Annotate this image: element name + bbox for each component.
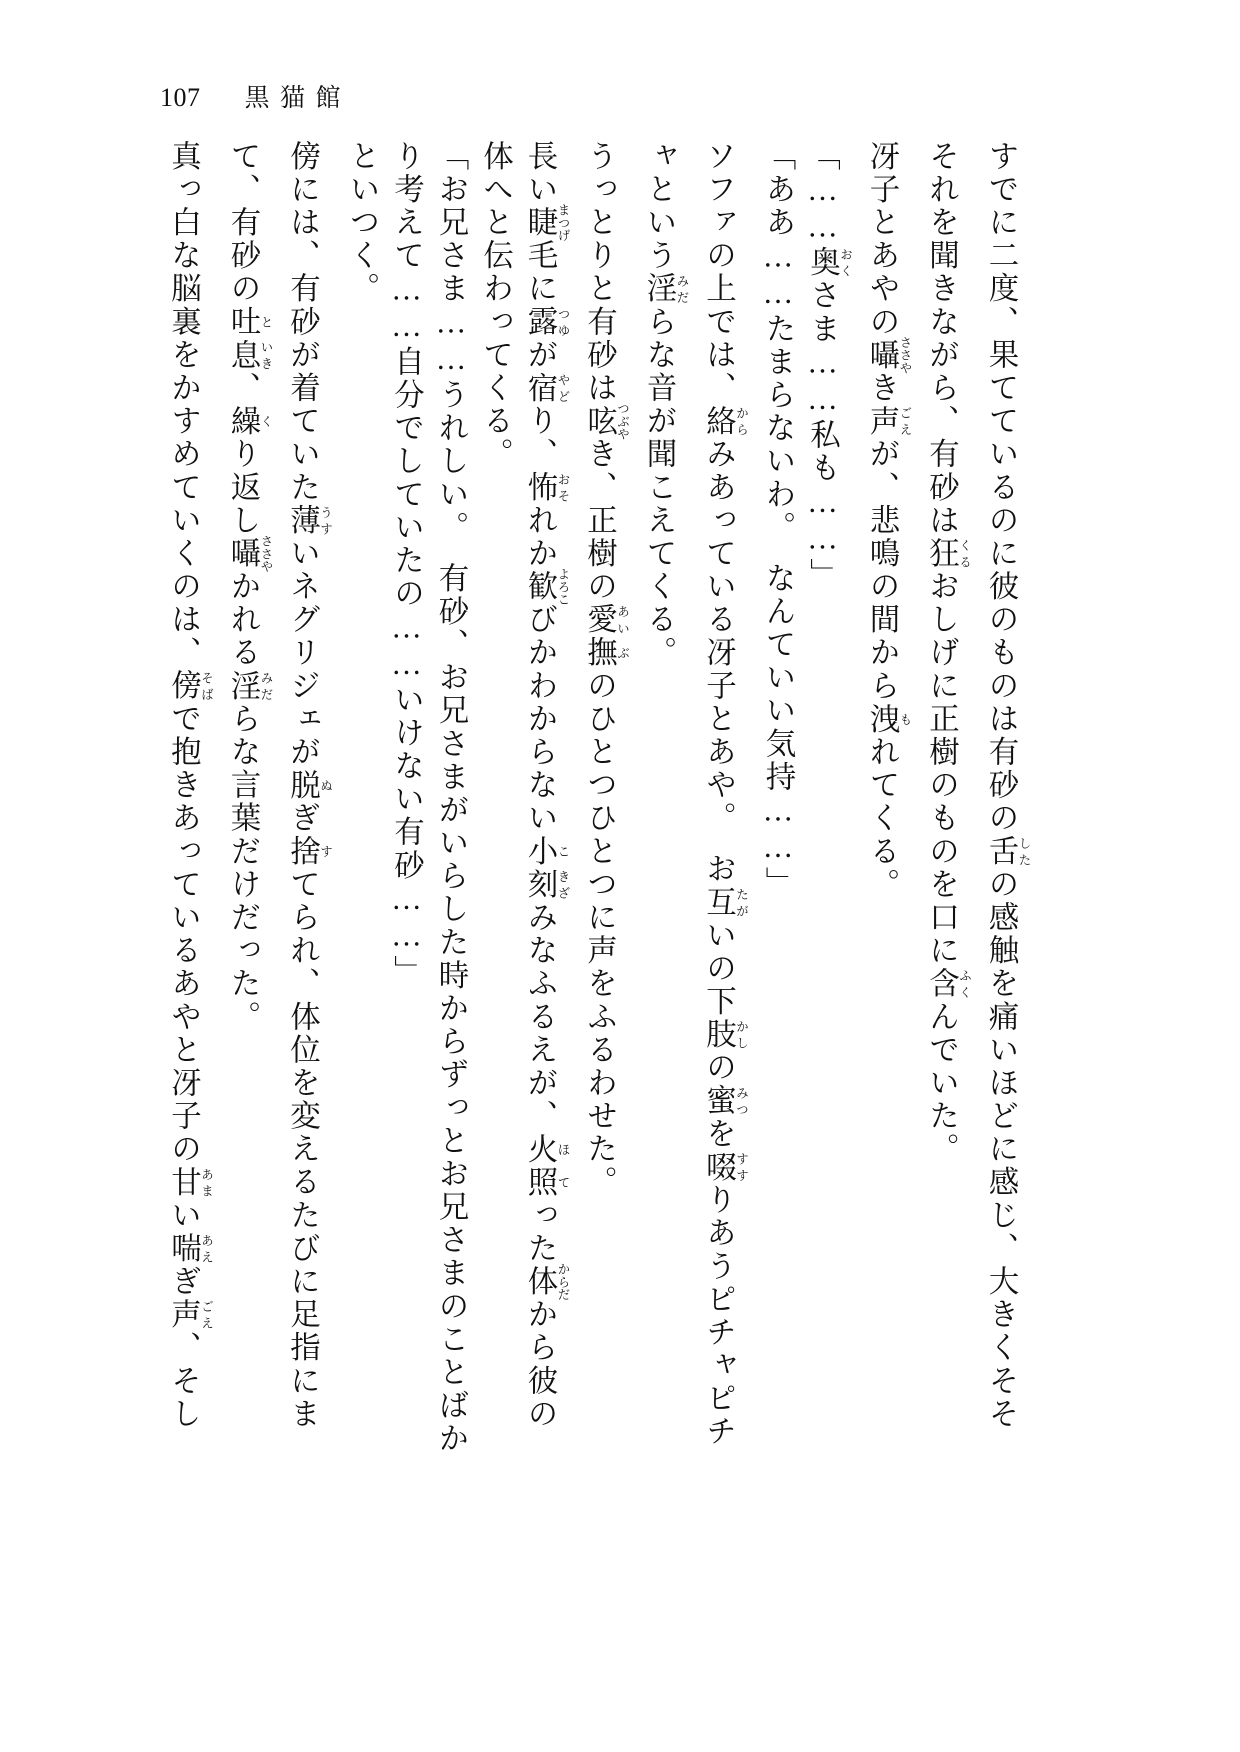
text-column: 真っ白な脳裏をかすめていくのは、傍 そばで抱きあっているあやと冴子の甘 あまい喘 あえぎ声 ごえ、そし	[166, 140, 214, 1431]
text-column: うっとりと有砂は呟 つぶやき、正樹の愛 あい撫 ぶのひとつひとつに声をふるわせた。	[582, 140, 630, 1199]
text-column: すでに二度、果てているのに彼のものは有砂の舌 したの感触を痛いほどに感じ、大きくそそ	[984, 140, 1031, 1431]
text-column: 体へと伝わってくる。	[478, 140, 513, 471]
text-column: 「……奥 おくさま……私も……」	[805, 140, 853, 592]
body-text	[154, 140, 1154, 1560]
text-column: 「ああ……たまらないわ。 なんていい気持……」	[761, 140, 795, 900]
page-number: 107	[160, 83, 201, 112]
running-title: 黒猫館	[244, 85, 352, 112]
text-column: ソファの上では、絡 からみあっている冴子とあや。 お互 たがいの下肢 かしの蜜 みつを啜 すすりあうピチャピチ	[701, 140, 749, 1449]
text-column: 長い睫 まつげ毛に露 つゆが宿 やどり、怖 おそれか歓 よろこびかわからない小 こ刻 きざみなふるえが、火 ほ照 てった体 からだから彼の	[523, 140, 570, 1431]
text-column: それを聞きながら、有砂は狂 くるおしげに正樹のものを口に含 ふくんでいた。	[924, 140, 972, 1166]
text-column: 「お兄さま……うれしい。 有砂、お兄さまがいらした時からずっとお兄さまのことばか	[434, 140, 468, 1456]
page-header	[160, 78, 351, 114]
text-column: り考えて……自分でしていたの……いけない有砂……」	[389, 140, 424, 989]
text-column: といつく。	[345, 140, 379, 306]
text-column: て、有砂の吐 と息 いき、繰 くり返し囁 ささやかれる淫 みだらな言葉だけだった。	[226, 140, 273, 1034]
text-column: 冴子とあやの囁 ささやき声 ごえが、悲鳴の間から洩 もれてくる。	[865, 140, 912, 902]
text-column: ャという淫 みだらな音が聞こえてくる。	[642, 140, 689, 670]
text-column: 傍には、有砂が着ていた薄 うすいネグリジェが脱 ぬぎ捨 すてられ、体位を変えるたびに足指にま	[285, 140, 333, 1431]
